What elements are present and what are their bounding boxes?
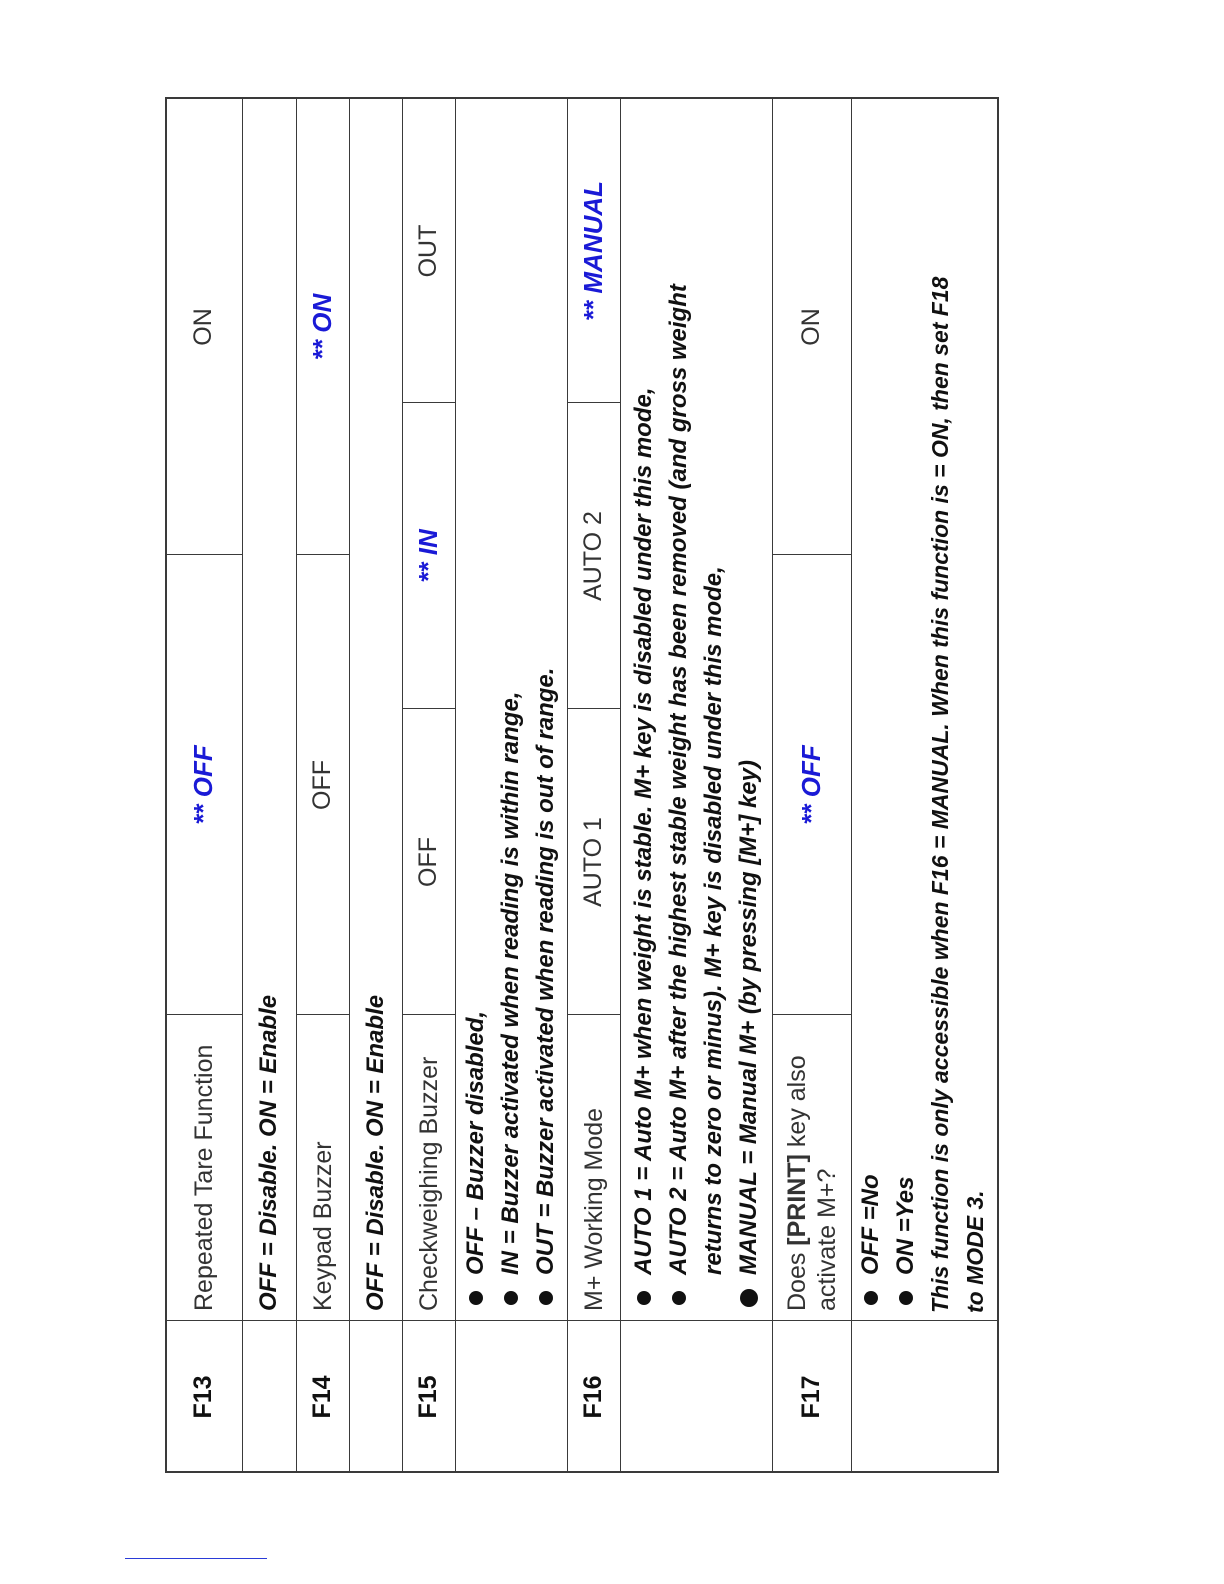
bullet-icon [864, 1291, 878, 1305]
note-f13: OFF = Disable. ON = Enable [255, 994, 282, 1311]
print-key-label: [PRINT] [782, 1154, 811, 1246]
bullet-list-f15 [458, 113, 563, 1313]
option-f17-on: ON [797, 308, 825, 346]
list-item: ON =Yes [888, 103, 923, 1313]
list-item: AUTO 2 = Auto M+ after the highest stable weight has been removed (and gross weight [661, 103, 696, 1313]
function-code-f16: F16 [579, 1375, 607, 1419]
option-f15-out: OUT [414, 224, 442, 278]
option-f14-off: OFF [308, 760, 336, 810]
option-default-f15: ** IN [413, 529, 443, 583]
note-f14: OFF = Disable. ON = Enable [362, 994, 389, 1311]
list-item: AUTO 1 = Auto M+ when weight is stable. M+ key is disabled under this mode, [626, 103, 661, 1313]
option-default-f13: ** OFF [188, 745, 218, 825]
bullet-list-f17 [853, 103, 993, 1313]
list-item: OUT = Buzzer activated when reading is out of range. [528, 113, 563, 1313]
bullet-icon [637, 1291, 651, 1305]
list-item: OFF =No [853, 103, 888, 1313]
function-desc-f13: Repeated Tare Function [189, 1044, 218, 1311]
bullet-icon [740, 1289, 758, 1307]
list-item: IN = Buzzer activated when reading is within range, [493, 113, 528, 1313]
function-table [165, 97, 999, 1473]
function-code-f17: F17 [797, 1375, 825, 1419]
function-desc-f17: Does [PRINT] key also activate M+? [782, 1055, 841, 1311]
list-item: MANUAL = Manual M+ (by pressing [M+] key) [731, 103, 766, 1313]
function-code-f13: F13 [189, 1375, 217, 1419]
bullet-icon [504, 1291, 518, 1305]
option-f13-on: ON [189, 308, 217, 346]
option-f16-auto1: AUTO 1 [579, 817, 607, 907]
bullet-icon [539, 1291, 553, 1305]
function-code-f15: F15 [414, 1375, 442, 1419]
option-default-f16: ** MANUAL [578, 180, 608, 322]
option-f15-off: OFF [414, 837, 442, 887]
bullet-list-f16 [626, 103, 766, 1313]
function-desc-f14: Keypad Buzzer [308, 1141, 337, 1311]
function-desc-f15: Checkweighing Buzzer [414, 1056, 443, 1311]
bullet-icon [899, 1291, 913, 1305]
bullet-icon [469, 1291, 483, 1305]
function-desc-f16: M+ Working Mode [579, 1107, 608, 1311]
option-f16-auto2: AUTO 2 [579, 511, 607, 601]
option-default-f17: ** OFF [796, 745, 826, 825]
function-code-f14: F14 [308, 1375, 336, 1419]
note-f17: This function is only accessible when F16 = MANUAL. When this function is = ON, then set F18 to MODE 3. [927, 276, 988, 1313]
option-default-f14: ** ON [307, 293, 337, 361]
list-item-continuation: returns to zero or minus). M+ key is disabled under this mode, [700, 566, 727, 1275]
list-item: OFF – Buzzer disabled, [458, 113, 493, 1313]
bullet-icon [672, 1291, 686, 1305]
footer-rule [125, 1558, 267, 1559]
